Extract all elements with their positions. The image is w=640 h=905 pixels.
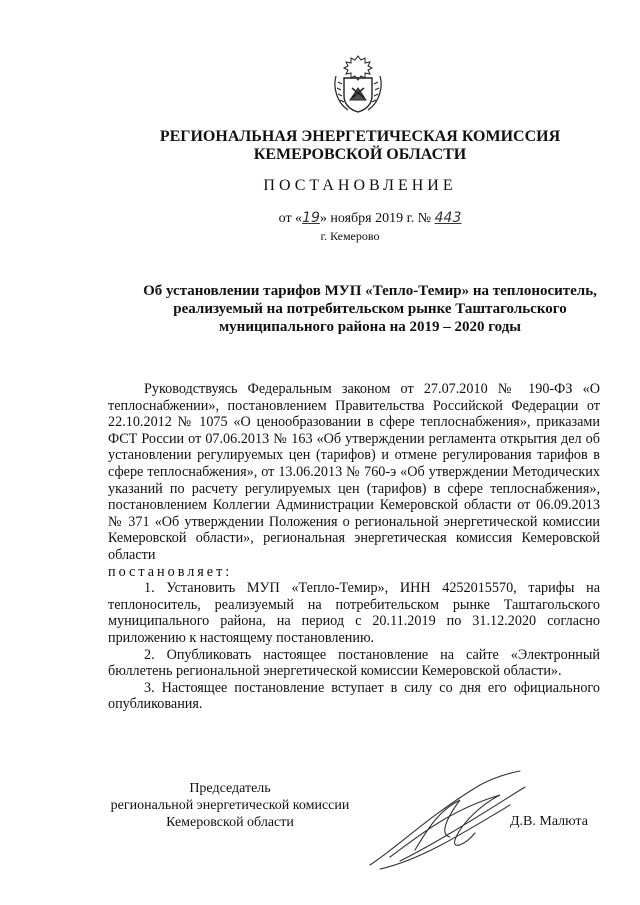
date-line [250,210,490,227]
title-line-3: муниципального района на 2019 – 2020 годы [218,319,522,335]
clause-2: 2. Опубликовать настоящее постановление на сайте «Электронный бюллетень региональной энергетической комиссии Кемеровской области». [108,646,600,680]
org-line-2: КЕМЕРОВСКОЙ ОБЛАСТИ [253,146,467,163]
organization-name [150,128,570,164]
coat-of-arms-icon [330,52,386,116]
document-number: 443 [434,210,462,226]
date-day: 19 [302,210,320,226]
position-line-3: Кемеровской области [166,815,294,830]
signatory-name: Д.В. Малюта [510,814,588,829]
date-middle: » ноября 2019 г. № [319,211,432,226]
position-line-1: Председатель [189,781,271,796]
clause-1: 1. Установить МУП «Тепло-Темир», ИНН 4252015570, тарифы на теплоноситель, реализуемый на потребительском рынке Таштагольского муниципального района, на период с 20.11.2019 по 31.12.2020 согласно приложению к настоящему постановлению. [108,580,600,646]
signatory-position [100,780,360,831]
document-type: ПОСТАНОВЛЕНИЕ [263,177,457,194]
document-title [120,282,620,336]
title-line-1: Об установлении тарифов МУП «Тепло-Темир» на теплоноситель, [143,283,597,299]
position-line-2: региональной энергетической комиссии [110,798,350,813]
org-line-1: РЕГИОНАЛЬНАЯ ЭНЕРГЕТИЧЕСКАЯ КОМИССИЯ [159,128,561,145]
city: г. Кемерово [320,229,380,243]
preamble: Руководствуясь Федеральным законом от 27.07.2010 № 190-ФЗ «О теплоснабжении», постановлением Правительства Российской Федерации от 22.10.2012 № 1075 «О ценообразовании в сфере теплоснабжения», приказами ФСТ России от 07.06.2013 № 163 «Об утверждении регламента открытия дел об установлении регулируемых цен (тарифов) и отмене регулирования тарифов в сфере теплоснабжения», от 13.06.2013 № 760-э «Об утверждении Методических указаний по расчету регулируемых цен (тарифов) в сфере теплоснабжения», постановлением Коллегии Администрации Кемеровской области от 06.09.2013 № 371 «Об утверждении Положения о региональной энергетической комиссии Кемеровской области», региональная энергетическая комиссия Кемеровской области [108,381,600,563]
title-line-2: реализуемый на потребительском рынке Таштагольского [173,301,567,317]
clause-3: 3. Настоящее постановление вступает в силу со дня его официального опубликования. [108,679,600,713]
decree-word: постановляет: [108,563,233,580]
date-prefix: от « [278,211,303,226]
document-body [108,381,600,713]
handwritten-signature [360,765,530,875]
